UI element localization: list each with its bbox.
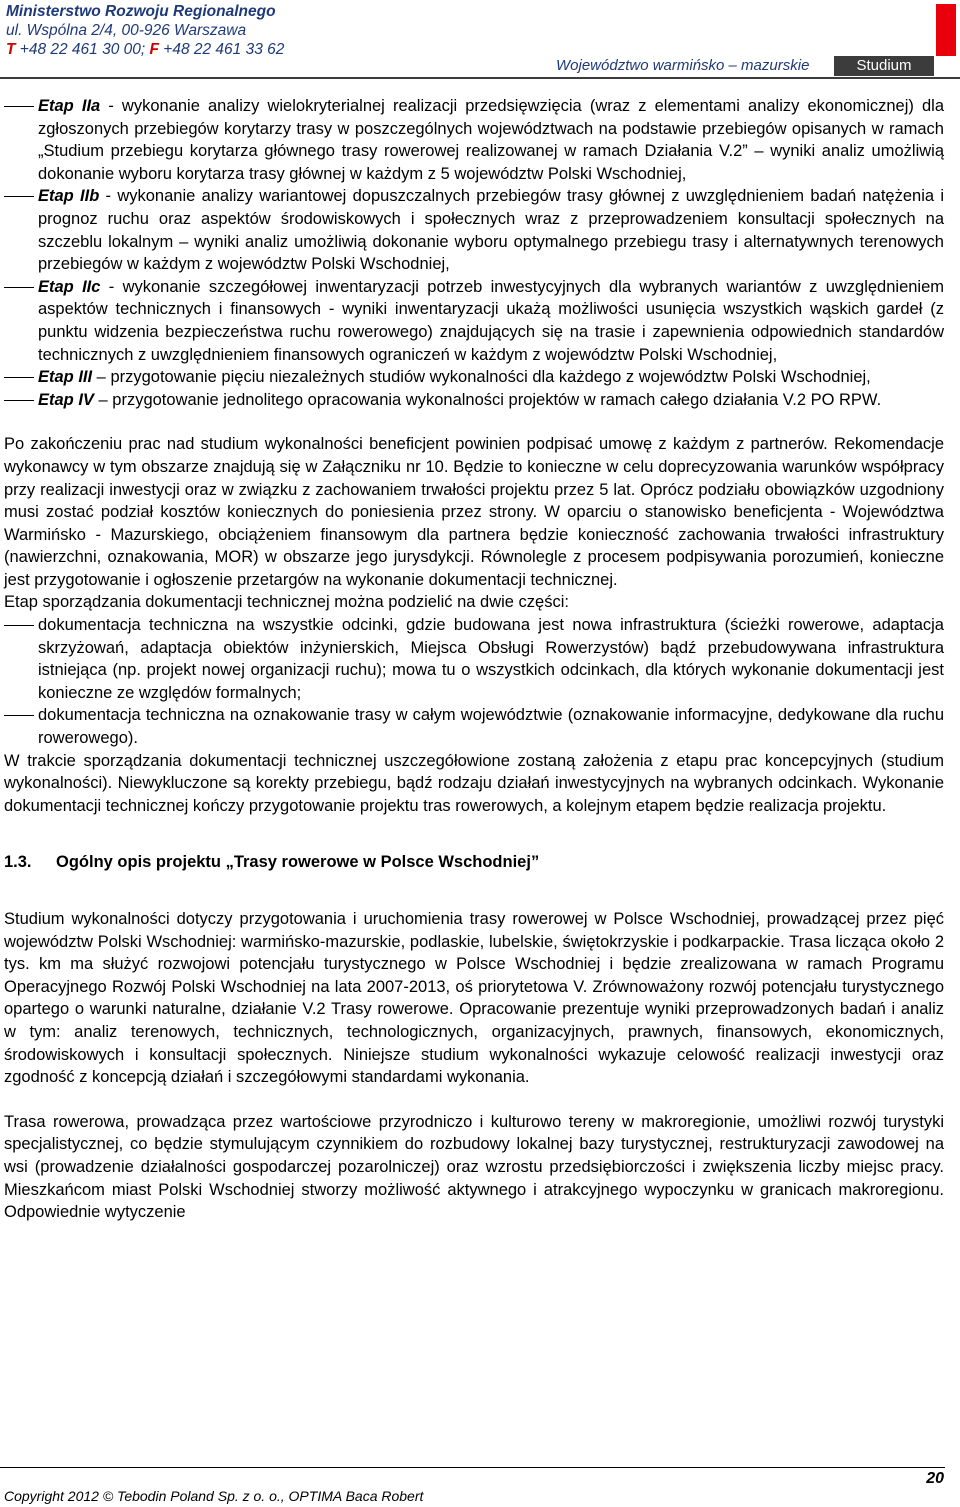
document-body — [4, 95, 944, 1224]
docs-list — [4, 614, 944, 750]
header-tag: Studium — [834, 56, 934, 76]
dash-bullet — [4, 377, 34, 378]
dash-bullet — [4, 106, 34, 107]
spacer — [4, 874, 944, 908]
paragraph-section-2: Trasa rowerowa, prowadząca przez wartościowe przyrodniczo i kulturowo tereny w makroregionie, umożliwi rozwój turystyki specjalistycznej, co będzie stymulującym czynnikiem do rozbudowy lokalnej bazy turystycznej, restrukturyzacji zawodowej na wsi (prowadzenie działalności gospodarczej pozarolniczej) oraz wzrostu przedsiębiorczości i zwiększenia liczby miejsc pracy. Mieszkańcom miast Polski Wschodniej stworzy możliwość aktywnego i atrakcyjnego wypoczynku w granicach makroregionu. Odpowiednie wytyczenie — [4, 1112, 944, 1222]
dash-bullet — [4, 715, 34, 716]
stage-label: Etap IIa — [38, 97, 101, 115]
stage-text: – przygotowanie jednolitego opracowania wykonalności projektów w ramach całego działania V.2 PO RPW. — [93, 390, 882, 409]
dash-bullet — [4, 400, 34, 401]
org-contact — [6, 40, 284, 59]
fax-number: +48 22 461 33 62 — [158, 41, 285, 58]
fax-label: F — [149, 41, 159, 58]
stage-label: Etap IV — [38, 390, 94, 409]
stage-item — [4, 185, 944, 275]
phone-label: T — [6, 41, 16, 58]
stage-item — [4, 389, 944, 412]
header-red-block — [936, 4, 956, 56]
dash-bullet — [4, 196, 34, 197]
docs-item-text: dokumentacja techniczna na wszystkie odcinki, gdzie budowana jest nowa infrastruktura (ścieżki rowerowe, adaptacja skrzyżowań, adaptacja obiektów inżynierskich, Miejsca Obsługi Rowerzystów) bądź przebudowywana infrastruktura istniejąca (np. projekt nowej organizacji ruchu); mowa tu o wszystkich odcinkach, dla których wykonanie dokumentacji jest konieczne ze względów formalnych; — [38, 616, 944, 702]
header-organization — [6, 2, 284, 59]
footer-divider — [0, 1467, 945, 1468]
stage-label: Etap IIb — [38, 187, 100, 206]
docs-item-text: dokumentacja techniczna na oznakowanie trasy w całym województwie (oznakowanie informacyjne, dedykowane dla ruchu rowerowego). — [38, 706, 944, 748]
stage-text: - wykonanie analizy wielokryterialnej realizacji przedsięwzięcia (wraz z elementami analizy ekonomicznej) dla zgłoszonych przebiegów korytarzy trasy w poszczególnych województwach na podstawie przebiegów opisanych w ramach „Studium przebiegu korytarza głównego trasy rowerowej realizowanej w ramach Działania V.2” – wyniki analiz umożliwią dokonanie wyboru korytarza trasy głównej w każdym z 5 województw Polski Wschodniej, — [38, 97, 944, 183]
stage-text: – przygotowanie pięciu niezależnych studiów wykonalności dla każdego z województw Polski Wschodniej, — [92, 368, 871, 387]
stage-item — [4, 95, 944, 185]
header-divider — [0, 77, 960, 79]
paragraph-docs-intro: Etap sporządzania dokumentacji technicznej można podzielić na dwie części: — [4, 593, 569, 612]
spacer — [4, 1089, 944, 1111]
docs-item — [4, 704, 944, 749]
section-heading — [4, 851, 944, 874]
stages-list — [4, 95, 944, 411]
dash-bullet — [4, 625, 34, 626]
paragraph-agreements: Po zakończeniu prac nad studium wykonalności beneficjent powinien podpisać umowę z każdym z partnerów. Rekomendacje wykonawcy w tym obszarze znajdują się w Załączniku nr 10. Będzie to konieczne w celu doprecyzowania warunków współpracy przy realizacji inwestycji oraz w związku z zachowaniem trwałości projektu przez 5 lat. Oprócz podziału obowiązków uzgodniony musi zostać podział kosztów koniecznych do poniesienia przez strony. W oparciu o stanowisko beneficjenta - Województwa Warmińsko - Mazurskiego, obciążeniem finansowym dla partnera będzie konieczność zachowania trwałości infrastruktury (nawierzchni, oznakowania, MOR) w obszarze jego jurysdykcji. Równolegle z procesem podpisywania porozumień, konieczne jest przygotowanie i ogłoszenie przetargów na wykonanie dokumentacji technicznej. — [4, 435, 944, 589]
org-address: ul. Wspólna 2/4, 00-926 Warszawa — [6, 22, 247, 39]
section-number: 1.3. — [4, 853, 32, 872]
stage-label: Etap III — [38, 368, 93, 387]
page-number: 20 — [926, 1470, 944, 1487]
stage-item — [4, 366, 944, 389]
paragraph-docs-after: W trakcie sporządzania dokumentacji technicznej uszczegółowione zostaną założenia z etapu prac koncepcyjnych (studium wykonalności). Niewykluczone są korekty przebiegu, bądź rodzaju działań inwestycyjnych na wybranych odcinkach. Wykonanie dokumentacji technicznej kończy przygotowanie projektu tras rowerowych, a kolejnym etapem będzie realizacja projektu. — [4, 751, 944, 815]
stage-label: Etap IIc — [38, 277, 101, 296]
paragraph-section-1: Studium wykonalności dotyczy przygotowania i uruchomienia trasy rowerowej w Polsce Wschodniej, prowadzącej przez pięć województw Polski Wschodniej: warmińsko-mazurskie, podlaskie, lubelskie, świętokrzyskie i podkarpackie. Trasa licząca około 2 tys. km ma służyć rozwojowi potencjału turystycznego w Polsce Wschodniej i będzie zrealizowana w ramach Programu Operacyjnego Rozwój Polski Wschodniej na lata 2007-2013, oś priorytetowa V. Zrównoważony rozwój potencjału turystycznego opartego o warunki naturalne, działanie V.2 Trasy rowerowe. Opracowanie prezentuje wyniki przeprowadzonych badań i analiz w tym: analiz terenowych, technicznych, technologicznych, organizacyjnych, prawnych, finansowych, ekonomicznych, środowiskowych i konsultacji społecznych. Niniejsze studium wykonalności wykazuje celowość realizacji inwestycji oraz zgodność z koncepcją działań i szczegółowymi standardami wykonania. — [4, 910, 944, 1087]
phone-number: +48 22 461 30 00; — [15, 41, 150, 58]
stage-item — [4, 276, 944, 366]
spacer — [4, 411, 944, 433]
footer-copyright: Copyright 2012 © Tebodin Poland Sp. z o. o., OPTIMA Baca Robert — [4, 1488, 424, 1504]
docs-item — [4, 614, 944, 704]
stage-text: - wykonanie szczegółowej inwentaryzacji potrzeb inwestycyjnych dla wybranych wariantów z uwzględnieniem aspektów technicznych i finansowych - wyniki inwentaryzacji ukażą możliwości usunięcia wszystkich wąskich gardeł (z punktu widzenia bezpieczeństwa ruchu rowerowego) znajdujących się na trasie i zapewnienia odpowiednich standardów technicznych z uwzględnieniem finansowych ograniczeń w każdym z województw Polski Wschodniej, — [38, 277, 945, 364]
stage-text: - wykonanie analizy wariantowej dopuszczalnych przebiegów trasy głównej z uwzględnieniem badań natężenia i prognoz ruchu oraz aspektów środowiskowych i społecznych wraz z przeprowadzeniem konsultacji społecznych na szczeblu lokalnym – wyniki analiz umożliwią dokonanie wyboru optymalnego przebiegu trasy i alternatywnych terenowych przebiegów w każdym z województw Polski Wschodniej, — [38, 187, 944, 274]
header-region: Województwo warmińsko – mazurskie — [556, 57, 810, 74]
spacer — [4, 817, 944, 851]
dash-bullet — [4, 287, 34, 288]
section-title: Ogólny opis projektu „Trasy rowerowe w Polsce Wschodniej” — [56, 853, 540, 872]
org-name: Ministerstwo Rozwoju Regionalnego — [6, 3, 276, 20]
